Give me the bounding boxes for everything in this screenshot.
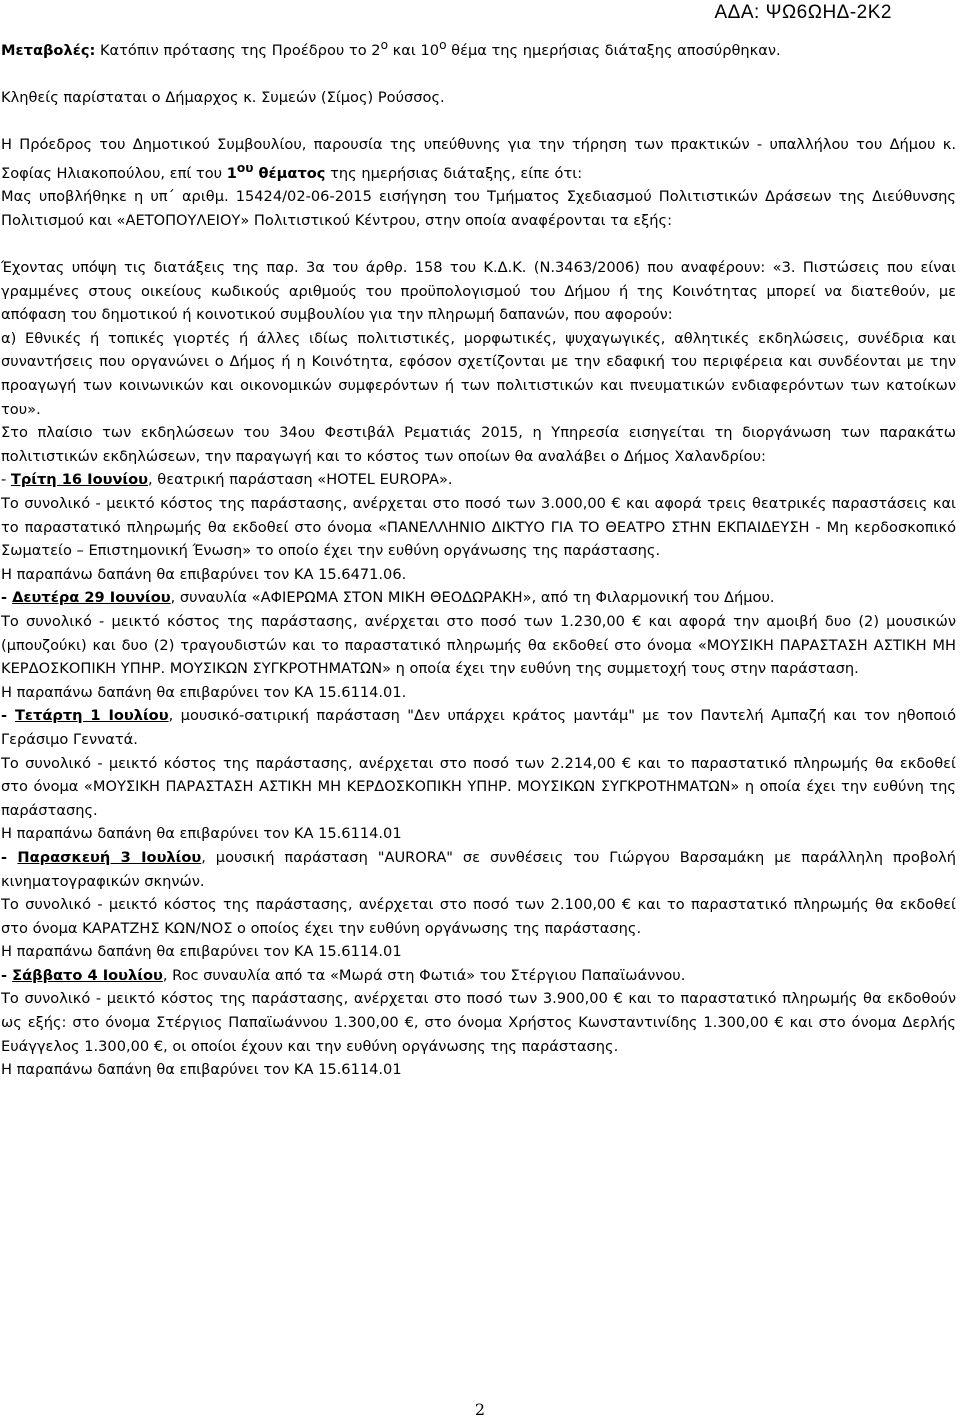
spacer — [1, 232, 956, 256]
legal-paragraph: Έχοντας υπόψη τις διατάξεις της παρ. 3α του άρθρ. 158 του Κ.Δ.Κ. (Ν.3463/2006) που αναφέρουν: «3. Πιστώσεις που είναι γραμμένες στους οικείους κωδικούς αριθμούς του προϋπολογισμού του Δήμου ή της Κοινότητας μπορεί να διατεθούν, με απόφαση του δημοτικού ή κοινοτικού συμβουλίου για την πληρωμή δαπανών, που αφορούν: — [1, 259, 956, 324]
document-body — [1, 34, 956, 1082]
legal-item-a: α) Εθνικές ή τοπικές γιορτές ή άλλες ιδίως πολιτιστικές, μορφωτικές, ψυχαγωγικές, αθλητικές εκδηλώσεις, συνέδρια και συναντήσεις που οργανώνει ο Δήμος ή η Κοινότητα, εφόσον σχετίζονται με την εδαφική του περιφέρεια και συνδέονται με την προαγωγή των κοινωνικών και οικονομικών συμφερόντων ή των πολιτιστικών και πνευματικών ενδιαφερόντων των κατοίκων του». — [1, 329, 956, 418]
spacer — [1, 62, 956, 86]
event-5-budget-code: Η παραπάνω δαπάνη θα επιβαρύνει τον ΚΑ 15.6114.01 — [1, 1061, 402, 1079]
event-3-title: - Τετάρτη 1 Ιουλίου, μουσικό-σατιρική παράσταση "Δεν υπάρχει κράτος μαντάμ" με τον Παντελή Αμπαζή και τον ηθοποιό Γεράσιμο Γεννατά. — [1, 707, 957, 748]
event-1-cost: Το συνολικό - μεικτό κόστος της παράστασης, ανέρχεται στο ποσό των 3.000,00 € και αφορά τρεις θεατρικές παραστάσεις και το παραστατικό πληρωμής θα εκδοθεί στο όνομα «ΠΑΝΕΛΛΗΝΙΟ ΔΙΚΤΥΟ ΓΙΑ ΤΟ ΘΕΑΤΡΟ ΣΤΗΝ ΕΚΠΑΙΔΕΥΣΗ - Μη κερδοσκοπικό Σωματείο – Επιστημονική Ένωση» το οποίο έχει την ευθύνη οργάνωσης της παράστασης. — [1, 495, 956, 560]
page-number: 2 — [474, 1400, 486, 1419]
event-3-cost: Το συνολικό - μεικτό κόστος της παράστασης, ανέρχεται στο ποσό των 2.214,00 € και το παραστατικό πληρωμής θα εκδοθεί στο όνομα «ΜΟΥΣΙΚΗ ΠΑΡΑΣΤΑΣΗ ΑΣΤΙΚΗ ΜΗ ΚΕΡΔΟΣΚΟΠΙΚΗ ΥΠΗΡ. ΜΟΥΣΙΚΩΝ ΣΥΓΚΡΟΤΗΜΑΤΩΝ» η οποία έχει την ευθύνη της παράστασης. — [1, 754, 956, 819]
event-5-title: - Σάββατο 4 Ιουλίου, Roc συναυλία από τα «Μωρά στη Φωτιά» του Στέργιου Παπαϊωάννου. — [1, 966, 686, 984]
changes-label: Μεταβολές: — [1, 41, 96, 59]
ada-code: ΑΔΑ: ΨΩ6ΩΗΔ-2Κ2 — [714, 2, 892, 23]
event-2-cost: Το συνολικό - μεικτό κόστος της παράστασης, ανέρχεται στο ποσό των 1.230,00 € και αφορά την αμοιβή δυο (2) μουσικών (μπουζούκι) και δυο (2) τραγουδιστών και το παραστατικό πληρωμής θα εκδοθεί στο όνομα «ΜΟΥΣΙΚΗ ΠΑΡΑΣΤΑΣΗ ΑΣΤΙΚΗ ΜΗ ΚΕΡΔΟΣΚΟΠΙΚΗ ΥΠΗΡ. ΜΟΥΣΙΚΩΝ ΣΥΓΚΡΟΤΗΜΑΤΩΝ» η οποία έχει την ευθύνη της συμμετοχή τους στην παράσταση. — [1, 612, 956, 678]
changes-paragraph: Μεταβολές: Κατόπιν πρότασης της Προέδρου το $2^o$ και $10^o$ θέμα της ημερήσιας διάταξης αποσύρθηκαν. — [1, 38, 781, 59]
event-1-title: - Τρίτη 16 Ιουνίου, θεατρική παράσταση «HOTEL EUROPA». — [1, 471, 453, 489]
event-5-cost: Το συνολικό - μεικτό κόστος της παράστασης, ανέρχεται στο ποσό των 3.900,00 € και το παραστατικό πληρωμής θα εκδοθούν ως εξής: στο όνομα Στέργιος Παπαϊωάννου 1.300,00 €, στο όνομα Χρήστος Κωνσταντινίδης 1.300,00 € και στο όνομα Δερλής Ευάγγελος 1.300,00 €, οι οποίοι έχουν και την ευθύνη οργάνωσης της παράστασης. — [1, 990, 956, 1055]
event-4-cost: Το συνολικό - μεικτό κόστος της παράστασης, ανέρχεται στο ποσό των 2.100,00 € και το παραστατικό πληρωμής θα εκδοθεί στο όνομα ΚΑΡΑΤΖΗΣ ΚΩΝ/ΝΟΣ ο οποίος έχει την ευθύνη οργάνωσης της παράστασης. — [1, 896, 956, 937]
intro-paragraph: Η Πρόεδρος του Δημοτικού Συμβουλίου, παρουσία της υπεύθυνης για την τήρηση των πρακτικών - υπαλλήλου του Δήμου κ. Σοφίας Ηλιακοπούλου, επί του $1^{o\upsilon}$ θέματος της ημερήσιας διάταξης, είπε ότι: — [1, 136, 956, 182]
event-2-title: - Δευτέρα 29 Ιουνίου, συναυλία «ΑΦΙΕΡΩΜΑ ΣΤΟΝ ΜΙΚΗ ΘΕΟΔΩΡΑΚΗ», από τη Φιλαρμονική του Δήμου. — [1, 589, 775, 607]
event-1-budget-code: Η παραπάνω δαπάνη θα επιβαρύνει τον ΚΑ 15.6471.06. — [1, 565, 407, 583]
event-4-title: - Παρασκευή 3 Ιουλίου, μουσική παράσταση "AURORA" σε συνθέσεις του Γιώργου Βαρσαμάκη με παράλληλη προβολή κινηματογραφικών σκηνών. — [1, 848, 957, 890]
spacer — [1, 110, 956, 134]
submitted-paragraph: Μας υποβλήθηκε η υπ΄ αριθμ. 15424/02-06-2015 εισήγηση του Τμήματος Σχεδιασμού Πολιτιστικών Δράσεων της Διεύθυνσης Πολιτισμού και «ΑΕΤΟΠΟΥΛΕΙΟΥ» Πολιτιστικού Κέντρου, στην οποία αναφέρονται τα εξής: — [1, 188, 956, 229]
mayor-paragraph: Κληθείς παρίσταται ο Δήμαρχος κ. Συμεών (Σίμος) Ρούσσος. — [1, 89, 445, 107]
event-3-budget-code: Η παραπάνω δαπάνη θα επιβαρύνει τον ΚΑ 15.6114.01 — [1, 825, 402, 843]
festival-paragraph: Στο πλαίσιο των εκδηλώσεων του 34ου Φεστιβάλ Ρεματιάς 2015, η Υπηρεσία εισηγείται τη διοργάνωση των παρακάτω πολιτιστικών εκδηλώσεων, την παραγωγή και το κόστος των οποίων θα αναλάβει ο Δήμος Χαλανδρίου: — [1, 424, 956, 465]
event-4-budget-code: Η παραπάνω δαπάνη θα επιβαρύνει τον ΚΑ 15.6114.01 — [1, 943, 402, 961]
event-2-budget-code: Η παραπάνω δαπάνη θα επιβαρύνει τον ΚΑ 15.6114.01. — [1, 683, 407, 701]
